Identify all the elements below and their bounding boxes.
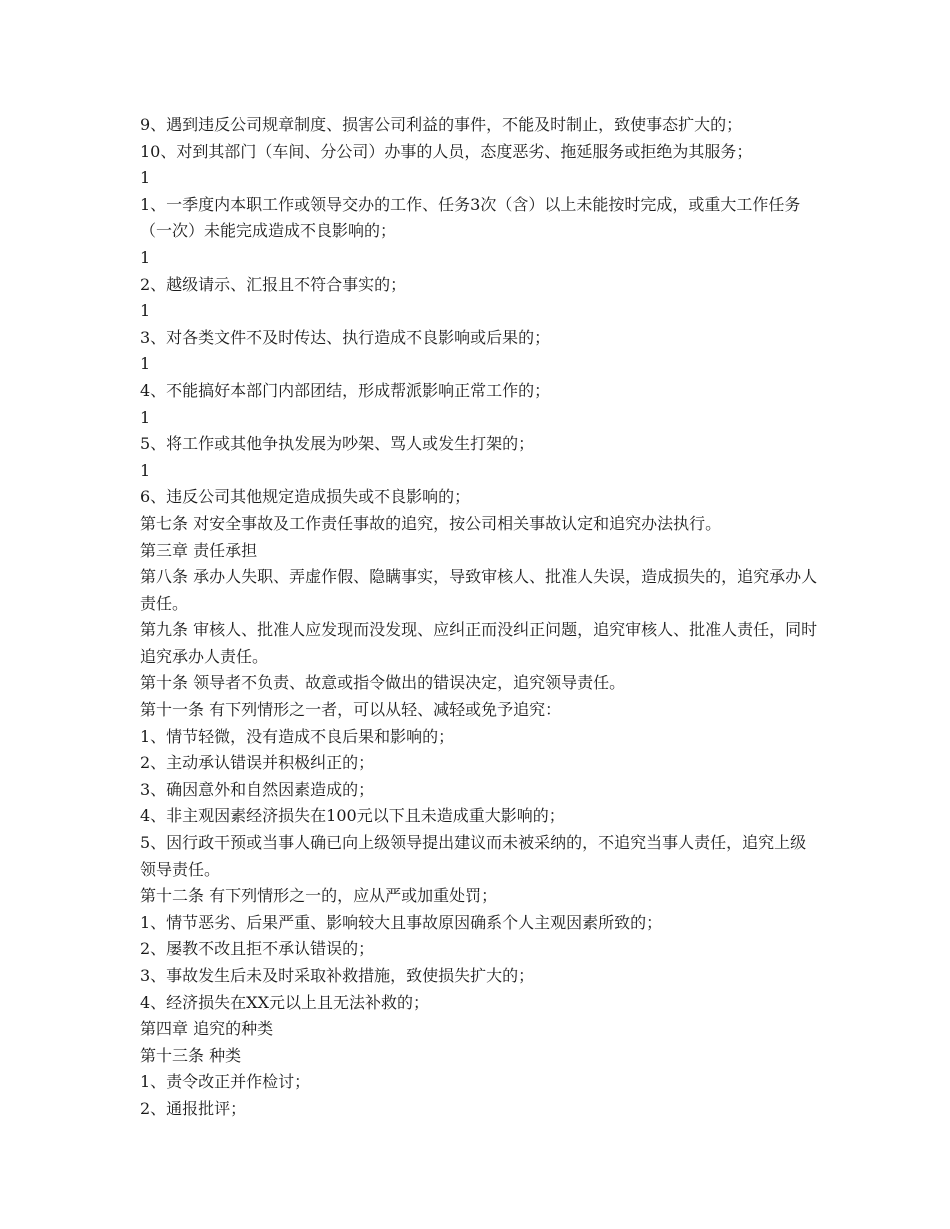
- paragraph: 1: [140, 407, 151, 427]
- paragraph: 9、遇到违反公司规章制度、损害公司利益的事件，不能及时制止，致使事态扩大的；: [140, 115, 743, 134]
- paragraph: 1: [140, 301, 151, 321]
- paragraph: 3、对各类文件不及时传达、执行造成不良影响或后果的；: [140, 327, 551, 347]
- list-item: 3、确因意外和自然因素造成的；: [140, 779, 375, 799]
- list-item: 2、通报批评；: [140, 1098, 247, 1118]
- list-item: 3、事故发生后未及时采取补救措施，致使损失扩大的；: [140, 966, 535, 985]
- paragraph: 2、越级请示、汇报且不符合事实的；: [140, 274, 407, 294]
- list-item: 1、责令改正并作检讨；: [140, 1072, 311, 1092]
- paragraph: 1: [140, 460, 151, 480]
- paragraph: 6、违反公司其他规定造成损失或不良影响的；: [140, 487, 471, 507]
- paragraph: 1: [140, 354, 151, 374]
- list-item: 5、因行政干预或当事人确已向上级领导提出建议而未被采纳的，不追究当事人责任，追究上级领导责任。: [140, 833, 807, 879]
- paragraph: 1: [140, 247, 151, 267]
- article-eleven: 第十一条 有下列情形之一者，可以从轻、减轻或免予追究：: [140, 700, 562, 720]
- article-seven: 第七条 对安全事故及工作责任事故的追究，按公司相关事故认定和追究办法执行。: [140, 513, 722, 533]
- article-eight: 第八条 承办人失职、弄虚作假、隐瞒事实，导致审核人、批准人失误，造成损失的，追究承办人责任。: [140, 567, 818, 613]
- article-ten: 第十条 领导者不负责、故意或指令做出的错误决定，追究领导责任。: [140, 673, 626, 693]
- chapter-heading: 第四章 追究的种类: [140, 1019, 274, 1039]
- list-item: 4、非主观因素经济损失在100元以下且未造成重大影响的；: [140, 806, 565, 826]
- article-twelve: 第十二条 有下列情形之一的，应从严或加重处罚；: [140, 886, 498, 906]
- paragraph: 4、不能搞好本部门内部团结，形成帮派影响正常工作的；: [140, 380, 551, 400]
- list-item: 4、经济损失在XX元以上且无法补救的；: [140, 992, 429, 1012]
- chapter-heading: 第三章 责任承担: [140, 540, 258, 560]
- paragraph: 10、对到其部门（车间、分公司）办事的人员，态度恶劣、拖延服务或拒绝为其服务；: [140, 141, 753, 161]
- article-nine: 第九条 审核人、批准人应发现而没发现、应纠正而没纠正问题，追究审核人、批准人责任，同时追究承办人责任。: [140, 620, 818, 666]
- list-item: 1、情节恶劣、后果严重、影响较大且事故原因确系个人主观因素所致的；: [140, 912, 663, 932]
- paragraph: 1、一季度内本职工作或领导交办的工作、任务3次（含）以上未能按时完成，或重大工作任务（一次）未能完成造成不良影响的；: [140, 194, 801, 241]
- paragraph: 5、将工作或其他争执发展为吵架、骂人或发生打架的；: [140, 434, 535, 454]
- list-item: 1、情节轻微，没有造成不良后果和影响的；: [140, 726, 455, 746]
- list-item: 2、主动承认错误并积极纠正的；: [140, 753, 375, 773]
- document-body: [140, 112, 820, 1123]
- list-item: 2、屡教不改且拒不承认错误的；: [140, 939, 375, 959]
- paragraph: 1: [140, 168, 151, 188]
- article-thirteen: 第十三条 种类: [140, 1045, 242, 1065]
